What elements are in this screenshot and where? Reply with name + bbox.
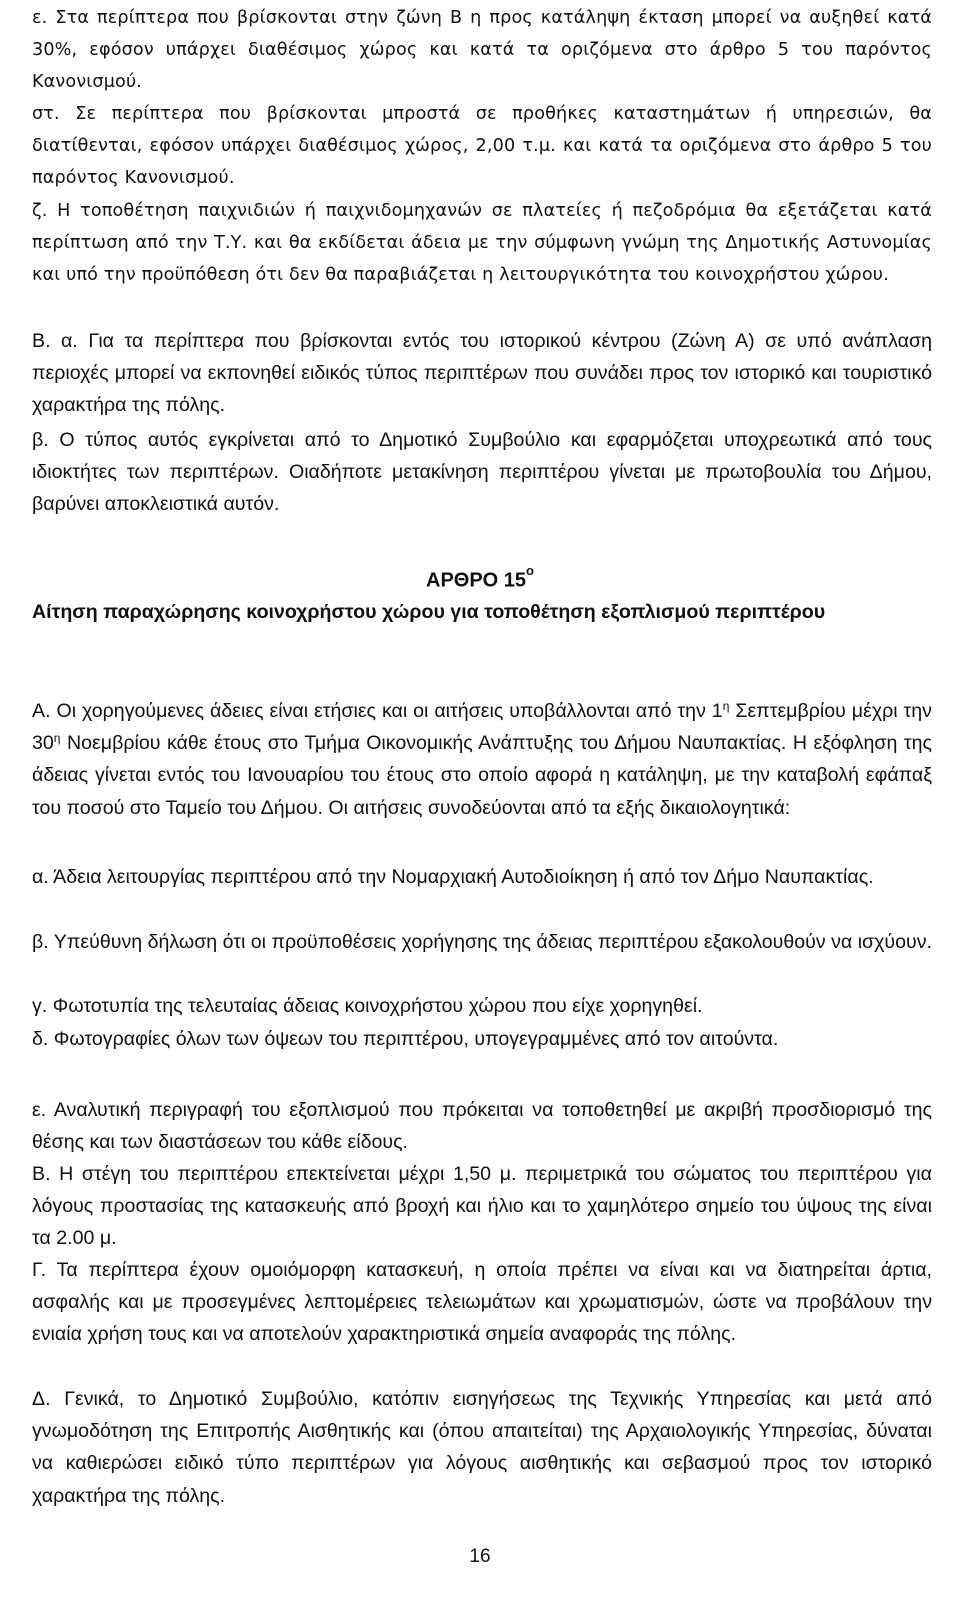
paragraph-item-st: στ. Σε περίπτερα που βρίσκονται μπροστά σε προθήκες καταστημάτων ή υπηρεσιών, θα διατίθενται, εφόσον υπάρχει διαθέσιμος χώρος, 2,00 τ.μ. και κατά τα οριζόμενα στο άρθρο 5 του παρόντος Κανονισμού. (32, 104, 932, 189)
paragraph-doc-b: β. Υπεύθυνη δήλωση ότι οι προϋποθέσεις χορήγησης της άδειας περιπτέρου εξακολουθούν να ισχύουν. (32, 931, 932, 953)
paragraph-doc-g: γ. Φωτοτυπία της τελευταίας άδειας κοινοχρήστου χώρου που είχε χορηγηθεί. (32, 995, 703, 1017)
article-title (0, 563, 960, 593)
paragraph-item-e: ε. Στα περίπτερα που βρίσκονται στην ζώνη Β η προς κατάληψη έκταση μπορεί να αυξηθεί κατά 30%, εφόσον υπάρχει διαθέσιμος χώρος και κατά τα οριζόμενα στο άρθρο 5 του παρόντος Κανονισμού. (32, 8, 932, 93)
paragraph-doc-d: δ. Φωτογραφίες όλων των όψεων του περιπτέρου, υπογεγραμμένες από τον αιτούντα. (32, 1028, 779, 1050)
paragraph-section-G: Γ. Τα περίπτερα έχουν ομοιόμορφη κατασκευή, η οποία πρέπει να είναι και να διατηρείται άρτια, ασφαλής και με προσεγμένες λεπτομέρειες τελειωμάτων και χρωματισμών, ώστε να προβάλουν την ενιαία χρήση τους και να αποτελούν χαρακτηριστικά σημεία αναφοράς της πόλης. (32, 1259, 932, 1346)
article-title-text: ΑΡΘΡΟ 15 (426, 569, 527, 592)
section-A-part3: Νοεμβρίου κάθε έτους στο Τμήμα Οικονομικής Ανάπτυξης του Δήμου Ναυπακτίας. Η εξόφληση της άδειας γίνεται εντός του Ιανουαρίου του έτους στο οποίο αφορά η κατάληψη, με την καταβολή εφάπαξ του ποσού στο Ταμείο του Δήμου. Οι αιτήσεις συνοδεύονται από τα εξής δικαιολογητικά: (32, 732, 932, 819)
paragraph-item-B-a: Β. α. Για τα περίπτερα που βρίσκονται εντός του ιστορικού κέντρου (Ζώνη Α) σε υπό ανάπλαση περιοχές μπορεί να εκπονηθεί ειδικός τύπος περιπτέρων που συνάδει προς τον ιστορικό και τουριστικό χαρακτήρα της πόλης. (32, 330, 932, 417)
article-title-sup: ο (526, 563, 534, 578)
paragraph-section-B: Β. Η στέγη του περιπτέρου επεκτείνεται μέχρι 1,50 μ. περιμετρικά του σώματος του περιπτέρου για λόγους προστασίας της κατασκευής από βροχή και ήλιο και το χαμηλότερο σημείο του ύψους της είναι τα 2.00 μ. (32, 1163, 932, 1250)
page-number: 16 (469, 1546, 491, 1567)
section-A-sup1: η (722, 699, 730, 713)
paragraph-item-b: β. Ο τύπος αυτός εγκρίνεται από το Δημοτικό Συμβούλιο και εφαρμόζεται υποχρεωτικά από τους ιδιοκτήτες των περιπτέρων. Οιαδήποτε μετακίνηση περιπτέρου γίνεται με πρωτοβουλία του Δήμου, βαρύνει αποκλειστικά αυτόν. (32, 429, 932, 516)
paragraph-doc-a: α. Άδεια λειτουργίας περιπτέρου από την Νομαρχιακή Αυτοδιοίκηση ή από τον Δήμο Ναυπακτίας. (32, 866, 874, 888)
section-A-part1: Α. Οι χορηγούμενες άδειες είναι ετήσιες και οι αιτήσεις υποβάλλονται από την 1 (32, 700, 723, 722)
section-A-sup2: η (53, 731, 61, 746)
article-subtitle: Αίτηση παραχώρησης κοινοχρήστου χώρου για τοποθέτηση εξοπλισμού περιπτέρου (32, 601, 826, 623)
paragraph-section-A (32, 695, 932, 824)
section-A-part2: Σεπτεμβρίου μέχρι την 30 (32, 700, 932, 755)
paragraph-doc-e: ε. Αναλυτική περιγραφή του εξοπλισμού που πρόκειται να τοποθετηθεί με ακριβή προσδιορισμό της θέσης και των διαστάσεων του κάθε είδους. (32, 1099, 932, 1154)
paragraph-item-z: ζ. Η τοποθέτηση παιχνιδιών ή παιχνιδομηχανών σε πλατείες ή πεζοδρόμια θα εξετάζεται κατά περίπτωση από την Τ.Υ. και θα εκδίδεται άδεια με την σύμφωνη γνώμη της Δημοτικής Αστυνομίας και υπό την προϋπόθεση ότι δεν θα παραβιάζεται η λειτουργικότητα του κοινοχρήστου χώρου. (32, 201, 932, 286)
paragraph-section-D: Δ. Γενικά, το Δημοτικό Συμβούλιο, κατόπιν εισηγήσεως της Τεχνικής Υπηρεσίας και μετά από γνωμοδότηση της Επιτροπής Αισθητικής και (όπου απαιτείται) της Αρχαιολογικής Υπηρεσίας, δύναται να καθιερώσει ειδικό τύπο περιπτέρων για λόγους αισθητικής και σεβασμού προς τον ιστορικό χαρακτήρα της πόλης. (32, 1388, 932, 1507)
